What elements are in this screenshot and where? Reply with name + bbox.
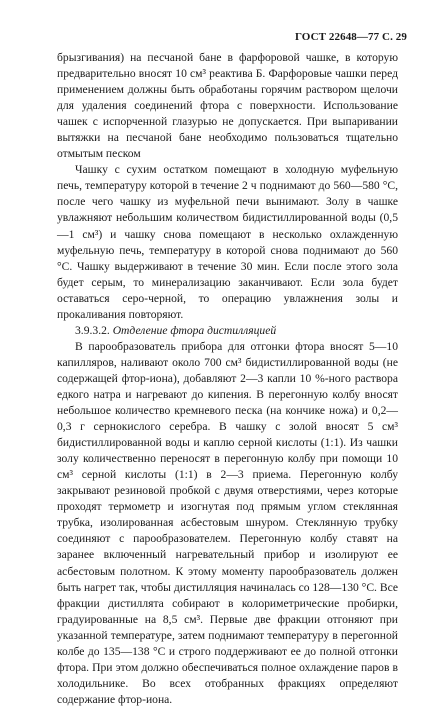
paragraph-continuation: брызгивания) на песчаной бане в фарфоровой чашке, в которую предварительно вносят 10 см³ реактива Б. Фарфоровые чашки перед применением должны быть обработаны горячим раствором щелочи для удаления соединений фтора с поверхности. Использование чашек с испорченной глазурью не допускается. При выпаривании вытяжки на песчаной бане необходимо пользоваться тщательно отмытым песком — [57, 51, 398, 161]
page-header: ГОСТ 22648—77 С. 29 — [294, 31, 407, 43]
paragraph-ashing: Чашку с сухим остатком помещают в холодную муфельную печь, температуру которой в течение 2 ч поднимают до 560—580 °С, после чего чашку из муфельной печи вынимают. Золу в чашке увлажняют небольшим количеством бидистиллированной воды (0,5—1 см³) и чашку снова помещают в несколько охлажденную муфельную печь, температуру в которой снова поднимают до 560 °С. Чашку выдерживают в течение 30 мин. Если после этого зола будет серым, то минерализацию заканчивают. Если зола будет оставаться серо-черной, то операцию увлажнения золы и прокаливания повторяют. — [57, 163, 398, 321]
paragraph-distillation: В парообразователь прибора для отгонки фтора вносят 5—10 капилляров, наливают около 700 см³ бидистиллированной воды (не содержащей фтор-иона), добавляют 2—3 капли 10 %-ного раствора едкого натра и нагревают до кипения. В перегонную колбу вносят небольшое количество кремневого песка (на кончике ножа) и 0,2—0,3 г сернокислого серебра. В чашку с золой вносят 5 см³ бидистиллированной воды и каплю серной кислоты (1:1). Из чашки золу количественно переносят в перегонную колбу при помощи 10 см³ серной кислоты (1:1) в 2—3 приема. Перегонную колбу закрывают резиновой пробкой с двумя отверстиями, через которые проходят термометр и изогнутая под прямым углом стеклянная трубка, изолированная асбестовым шнуром. Стеклянную трубку соединяют с парообразователем. Перегонную колбу ставят на заранее включенный нагревательный прибор и изолируют ее асбестовым полотном. К этому моменту парообразователь должен быть нагрет так, чтобы дистилляция начиналась со 128—130 °С. Все фракции дистиллята собирают в колориметрические пробирки, градуированные на 8,5 см³. Первые две фракции отгоняют при указанной температуре, затем поднимают температуру в перегонной колбе до 135—138 °С и строго поддерживают ее до полной отгонки фтора. При этом должно обеспечиваться полное охлаждение паров в холодильнике. Во всех отобранных фракциях определяют содержание фтор-иона. — [57, 339, 399, 706]
body-text — [57, 50, 398, 708]
section-number: 3.9.3.2. — [75, 323, 110, 337]
section-title: Отделение фтора дистилляцией — [112, 323, 277, 337]
section-heading — [57, 323, 398, 339]
